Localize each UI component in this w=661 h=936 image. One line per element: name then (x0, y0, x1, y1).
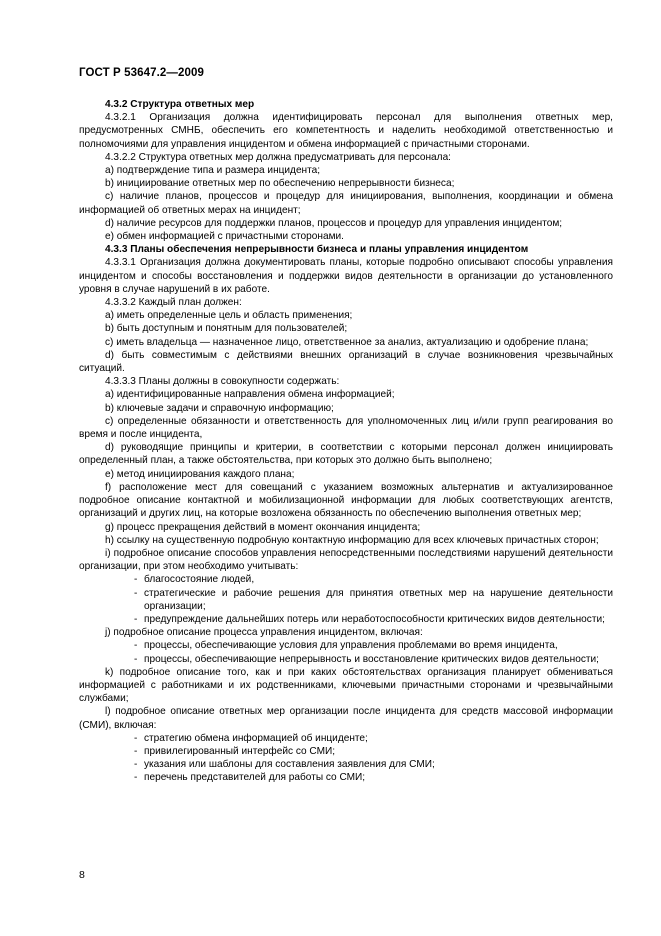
paragraph: i) подробное описание способов управления непосредственными последствиями нарушений деятельности организации, при этом необходимо учитывать: (79, 547, 613, 573)
paragraph: c) определенные обязанности и ответственность для уполномоченных лиц и/или групп реагирования во время и после инцидента, (79, 415, 613, 441)
section-heading: 4.3.2 Структура ответных мер (105, 99, 255, 110)
paragraph: d) быть совместимым с действиями внешних организаций в случае возникновения чрезвычайных ситуаций. (79, 349, 613, 375)
page-number: 8 (79, 869, 85, 881)
paragraph: a) подтверждение типа и размера инцидента; (105, 165, 321, 177)
paragraph: k) подробное описание того, как и при каких обстоятельствах организация планирует обмениваться информацией с работниками и их родственниками, ключевыми причастными сторонами и чрезвычайными службами; (79, 666, 613, 705)
paragraph: b) ключевые задачи и справочную информацию; (105, 402, 334, 414)
document-body (79, 98, 613, 785)
paragraph: e) метод инициирования каждого плана; (105, 468, 295, 480)
dash-list-item: - предупреждение дальнейших потерь или неработоспособности критических видов деятельности; (134, 613, 613, 626)
dash-list-item: - указания или шаблоны для составления заявления для СМИ; (134, 758, 613, 771)
paragraph: 4.3.3.2 Каждый план должен: (105, 297, 242, 309)
dash-list-item: - перечень представителей для работы со СМИ; (134, 771, 613, 784)
paragraph: a) иметь определенные цель и область применения; (105, 310, 353, 322)
paragraph: h) ссылку на существенную подробную контактную информацию для всех ключевых причастных сторон; (105, 534, 599, 546)
section-heading: 4.3.3 Планы обеспечения непрерывности бизнеса и планы управления инцидентом (105, 244, 529, 256)
paragraph: 4.3.3.1 Организация должна документировать планы, которые подробно описывают способы управления инцидентом и способы восстановления и поддержки видов деятельности в организации до установленного уровня в случае нарушений в их работе. (79, 257, 613, 295)
dash-list-item: - благосостояние людей, (134, 573, 613, 586)
paragraph: l) подробное описание ответных мер организации после инцидента для средств массовой информации (СМИ), включая: (79, 706, 613, 731)
dash-list-item: - стратегию обмена информацией об инциденте; (134, 732, 613, 745)
paragraph: 4.3.3.3 Планы должны в совокупности содержать: (105, 376, 340, 388)
paragraph: g) процесс прекращения действий в момент окончания инцидента; (105, 521, 421, 533)
dash-list-item: - процессы, обеспечивающие условия для управления проблемами во время инцидента, (134, 639, 613, 652)
paragraph: d) наличие ресурсов для поддержки планов, процессов и процедур для управления инцидентом; (105, 217, 563, 229)
dash-list-item: - процессы, обеспечивающие непрерывность и восстановление критических видов деятельности; (134, 653, 613, 666)
paragraph: f) расположение мест для совещаний с указанием возможных альтернатив и актуализированное подробное описание контактной и мобилизационной информации для любых соответствующих агентств, организаций и других лиц, на которые возложена обязанность по обеспечению выполнения ответных мер; (79, 481, 613, 520)
dash-list-item: - привилегированный интерфейс со СМИ; (134, 745, 613, 758)
paragraph: c) наличие планов, процессов и процедур для инициирования, выполнения, координации и обмена информацией об ответных мерах на инцидент; (79, 191, 613, 216)
paragraph: 4.3.2.2 Структура ответных мер должна предусматривать для персонала: (105, 151, 451, 163)
paragraph: d) руководящие принципы и критерии, в соответствии с которыми персонал должен инициировать определенный план, а также обстоятельства, при которых это должно быть выполнено; (79, 442, 613, 467)
paragraph: b) быть доступным и понятным для пользователей; (105, 323, 348, 335)
paragraph: e) обмен информацией с причастными сторонами. (105, 231, 344, 243)
dash-list-item: - стратегические и рабочие решения для принятия ответных мер на нарушение деятельности организации; (134, 587, 613, 613)
paragraph: b) инициирование ответных мер по обеспечению непрерывности бизнеса; (105, 178, 455, 190)
paragraph: 4.3.2.1 Организация должна идентифицировать персонал для выполнения ответных мер, предусмотренных СМНБ, обеспечить его компетентность и наделить необходимой ответственностью и полномочиями для управления инцидентом и обмена информацией с причастными сторонами. (79, 112, 613, 150)
paragraph: a) идентифицированные направления обмена информацией; (105, 389, 395, 401)
paragraph: j) подробное описание процесса управления инцидентом, включая: (105, 627, 423, 639)
paragraph: c) иметь владельца — назначенное лицо, ответственное за анализ, актуализацию и одобрение плана; (105, 336, 589, 348)
document-header: ГОСТ Р 53647.2—2009 (79, 67, 204, 79)
